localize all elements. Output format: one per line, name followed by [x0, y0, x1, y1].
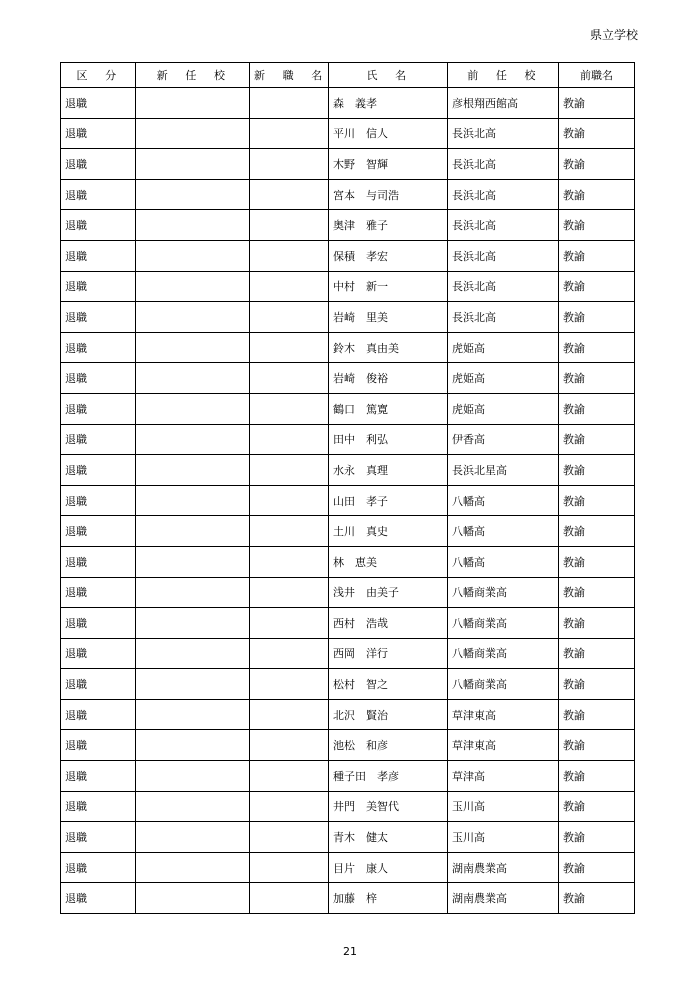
cell-kubun: 退職: [61, 332, 136, 363]
cell-kubun: 退職: [61, 455, 136, 486]
cell-name: 種子田 孝彦: [329, 761, 448, 792]
cell-new-school: [136, 730, 250, 761]
cell-name: 井門 美智代: [329, 791, 448, 822]
cell-new-position: [250, 822, 329, 853]
cell-kubun: 退職: [61, 88, 136, 119]
cell-prev-position: 教諭: [559, 302, 635, 333]
cell-name: 北沢 賢治: [329, 699, 448, 730]
cell-prev-position: 教諭: [559, 669, 635, 700]
table-row: [61, 761, 635, 792]
cell-prev-position: 教諭: [559, 546, 635, 577]
cell-name: 松村 智之: [329, 669, 448, 700]
table-row: [61, 149, 635, 180]
cell-prev-school: 玉川高: [448, 791, 559, 822]
cell-prev-school: 長浜北高: [448, 271, 559, 302]
table-row: [61, 485, 635, 516]
table-row: [61, 393, 635, 424]
cell-prev-position: 教諭: [559, 118, 635, 149]
cell-name: 山田 孝子: [329, 485, 448, 516]
cell-new-school: [136, 822, 250, 853]
cell-kubun: 退職: [61, 485, 136, 516]
cell-new-school: [136, 88, 250, 119]
table-row: [61, 699, 635, 730]
cell-new-position: [250, 363, 329, 394]
cell-name: 平川 信人: [329, 118, 448, 149]
cell-prev-school: 八幡高: [448, 485, 559, 516]
cell-name: 岩崎 俊裕: [329, 363, 448, 394]
cell-name: 鶴口 篤寛: [329, 393, 448, 424]
cell-kubun: 退職: [61, 149, 136, 180]
table-header-row: [61, 63, 635, 88]
cell-name: 森 義孝: [329, 88, 448, 119]
cell-kubun: 退職: [61, 699, 136, 730]
cell-prev-position: 教諭: [559, 179, 635, 210]
cell-new-position: [250, 699, 329, 730]
cell-new-school: [136, 638, 250, 669]
cell-new-school: [136, 118, 250, 149]
table-row: [61, 730, 635, 761]
cell-name: 目片 康人: [329, 852, 448, 883]
cell-prev-position: 教諭: [559, 363, 635, 394]
cell-kubun: 退職: [61, 669, 136, 700]
column-header-new-school: 新 任 校: [136, 63, 250, 88]
cell-name: 保積 孝宏: [329, 240, 448, 271]
cell-new-position: [250, 730, 329, 761]
cell-new-position: [250, 118, 329, 149]
cell-prev-position: 教諭: [559, 485, 635, 516]
cell-prev-school: 長浜北高: [448, 118, 559, 149]
table-row: [61, 608, 635, 639]
cell-new-position: [250, 302, 329, 333]
cell-kubun: 退職: [61, 516, 136, 547]
cell-prev-position: 教諭: [559, 822, 635, 853]
cell-prev-position: 教諭: [559, 332, 635, 363]
cell-new-position: [250, 424, 329, 455]
cell-new-school: [136, 791, 250, 822]
cell-new-position: [250, 791, 329, 822]
table-body: [61, 88, 635, 914]
cell-new-school: [136, 883, 250, 914]
cell-new-position: [250, 179, 329, 210]
cell-kubun: 退職: [61, 240, 136, 271]
cell-prev-position: 教諭: [559, 883, 635, 914]
cell-prev-school: 八幡商業高: [448, 638, 559, 669]
cell-kubun: 退職: [61, 883, 136, 914]
cell-prev-school: 八幡高: [448, 546, 559, 577]
cell-new-position: [250, 149, 329, 180]
cell-kubun: 退職: [61, 424, 136, 455]
cell-new-school: [136, 852, 250, 883]
cell-kubun: 退職: [61, 577, 136, 608]
cell-name: 西村 浩哉: [329, 608, 448, 639]
cell-kubun: 退職: [61, 608, 136, 639]
personnel-table: [60, 62, 635, 914]
cell-kubun: 退職: [61, 393, 136, 424]
cell-prev-school: 八幡商業高: [448, 608, 559, 639]
cell-kubun: 退職: [61, 730, 136, 761]
cell-new-school: [136, 240, 250, 271]
table-row: [61, 240, 635, 271]
cell-kubun: 退職: [61, 761, 136, 792]
cell-prev-school: 長浜北高: [448, 149, 559, 180]
cell-prev-position: 教諭: [559, 699, 635, 730]
table-row: [61, 179, 635, 210]
cell-prev-school: 八幡商業高: [448, 577, 559, 608]
column-header-name: 氏 名: [329, 63, 448, 88]
cell-new-school: [136, 669, 250, 700]
table-row: [61, 822, 635, 853]
cell-new-position: [250, 852, 329, 883]
cell-prev-school: 虎姫高: [448, 363, 559, 394]
table-row: [61, 302, 635, 333]
cell-prev-school: 八幡商業高: [448, 669, 559, 700]
cell-name: 林 恵美: [329, 546, 448, 577]
cell-prev-school: 草津高: [448, 761, 559, 792]
cell-new-position: [250, 546, 329, 577]
cell-new-school: [136, 332, 250, 363]
cell-new-school: [136, 210, 250, 241]
cell-prev-school: 虎姫高: [448, 393, 559, 424]
cell-kubun: 退職: [61, 546, 136, 577]
cell-kubun: 退職: [61, 791, 136, 822]
cell-new-school: [136, 577, 250, 608]
cell-name: 青木 健太: [329, 822, 448, 853]
cell-kubun: 退職: [61, 118, 136, 149]
cell-new-school: [136, 608, 250, 639]
cell-prev-school: 八幡高: [448, 516, 559, 547]
cell-name: 中村 新一: [329, 271, 448, 302]
cell-name: 木野 智輝: [329, 149, 448, 180]
cell-kubun: 退職: [61, 363, 136, 394]
cell-prev-position: 教諭: [559, 516, 635, 547]
cell-name: 田中 利弘: [329, 424, 448, 455]
cell-prev-school: 玉川高: [448, 822, 559, 853]
cell-prev-position: 教諭: [559, 577, 635, 608]
table-row: [61, 88, 635, 119]
cell-prev-position: 教諭: [559, 608, 635, 639]
table-row: [61, 455, 635, 486]
cell-prev-school: 長浜北高: [448, 210, 559, 241]
cell-prev-school: 湖南農業高: [448, 852, 559, 883]
page-number: 21: [343, 945, 357, 958]
cell-new-school: [136, 363, 250, 394]
cell-prev-school: 長浜北高: [448, 302, 559, 333]
header-category: 県立学校: [589, 28, 638, 42]
cell-new-position: [250, 669, 329, 700]
column-header-prev-position: 前職名: [559, 63, 635, 88]
column-header-new-position: 新 職 名: [250, 63, 329, 88]
cell-prev-position: 教諭: [559, 455, 635, 486]
cell-name: 宮本 与司浩: [329, 179, 448, 210]
cell-kubun: 退職: [61, 210, 136, 241]
cell-prev-position: 教諭: [559, 240, 635, 271]
cell-prev-school: 湖南農業高: [448, 883, 559, 914]
cell-new-school: [136, 179, 250, 210]
table-row: [61, 118, 635, 149]
cell-kubun: 退職: [61, 179, 136, 210]
cell-kubun: 退職: [61, 852, 136, 883]
column-header-kubun: 区 分: [61, 63, 136, 88]
table-row: [61, 883, 635, 914]
cell-prev-position: 教諭: [559, 761, 635, 792]
cell-new-school: [136, 271, 250, 302]
cell-new-position: [250, 271, 329, 302]
cell-prev-position: 教諭: [559, 210, 635, 241]
table-row: [61, 516, 635, 547]
cell-new-school: [136, 424, 250, 455]
cell-prev-school: 虎姫高: [448, 332, 559, 363]
table-row: [61, 210, 635, 241]
table-row: [61, 852, 635, 883]
cell-new-school: [136, 455, 250, 486]
cell-prev-school: 草津東高: [448, 699, 559, 730]
cell-name: 加藤 梓: [329, 883, 448, 914]
cell-new-position: [250, 88, 329, 119]
cell-new-position: [250, 393, 329, 424]
table-row: [61, 669, 635, 700]
cell-kubun: 退職: [61, 822, 136, 853]
table-row: [61, 791, 635, 822]
cell-prev-position: 教諭: [559, 149, 635, 180]
cell-name: 西岡 洋行: [329, 638, 448, 669]
cell-prev-school: 彦根翔西館高: [448, 88, 559, 119]
cell-new-school: [136, 761, 250, 792]
cell-prev-school: 長浜北星高: [448, 455, 559, 486]
cell-prev-position: 教諭: [559, 730, 635, 761]
cell-new-school: [136, 302, 250, 333]
cell-prev-position: 教諭: [559, 852, 635, 883]
cell-prev-position: 教諭: [559, 791, 635, 822]
cell-new-position: [250, 577, 329, 608]
cell-name: 土川 真史: [329, 516, 448, 547]
cell-kubun: 退職: [61, 302, 136, 333]
cell-name: 池松 和彦: [329, 730, 448, 761]
cell-new-position: [250, 761, 329, 792]
cell-prev-position: 教諭: [559, 88, 635, 119]
cell-new-position: [250, 516, 329, 547]
cell-name: 浅井 由美子: [329, 577, 448, 608]
cell-new-school: [136, 699, 250, 730]
cell-new-position: [250, 455, 329, 486]
cell-new-position: [250, 210, 329, 241]
cell-name: 鈴木 真由美: [329, 332, 448, 363]
cell-prev-school: 長浜北高: [448, 240, 559, 271]
cell-new-school: [136, 516, 250, 547]
cell-name: 水永 真理: [329, 455, 448, 486]
cell-new-position: [250, 608, 329, 639]
table-row: [61, 546, 635, 577]
cell-new-school: [136, 546, 250, 577]
cell-prev-position: 教諭: [559, 393, 635, 424]
table-row: [61, 577, 635, 608]
table-row: [61, 332, 635, 363]
cell-name: 岩崎 里美: [329, 302, 448, 333]
cell-new-position: [250, 638, 329, 669]
table-row: [61, 638, 635, 669]
cell-new-position: [250, 332, 329, 363]
cell-new-position: [250, 883, 329, 914]
cell-prev-school: 長浜北高: [448, 179, 559, 210]
table-row: [61, 363, 635, 394]
cell-prev-position: 教諭: [559, 424, 635, 455]
table-row: [61, 271, 635, 302]
cell-new-school: [136, 149, 250, 180]
cell-kubun: 退職: [61, 638, 136, 669]
cell-new-school: [136, 485, 250, 516]
cell-prev-position: 教諭: [559, 638, 635, 669]
cell-new-school: [136, 393, 250, 424]
table-row: [61, 424, 635, 455]
cell-prev-school: 草津東高: [448, 730, 559, 761]
cell-prev-school: 伊香高: [448, 424, 559, 455]
cell-name: 奥津 雅子: [329, 210, 448, 241]
cell-kubun: 退職: [61, 271, 136, 302]
cell-prev-position: 教諭: [559, 271, 635, 302]
column-header-prev-school: 前 任 校: [448, 63, 559, 88]
cell-new-position: [250, 485, 329, 516]
cell-new-position: [250, 240, 329, 271]
